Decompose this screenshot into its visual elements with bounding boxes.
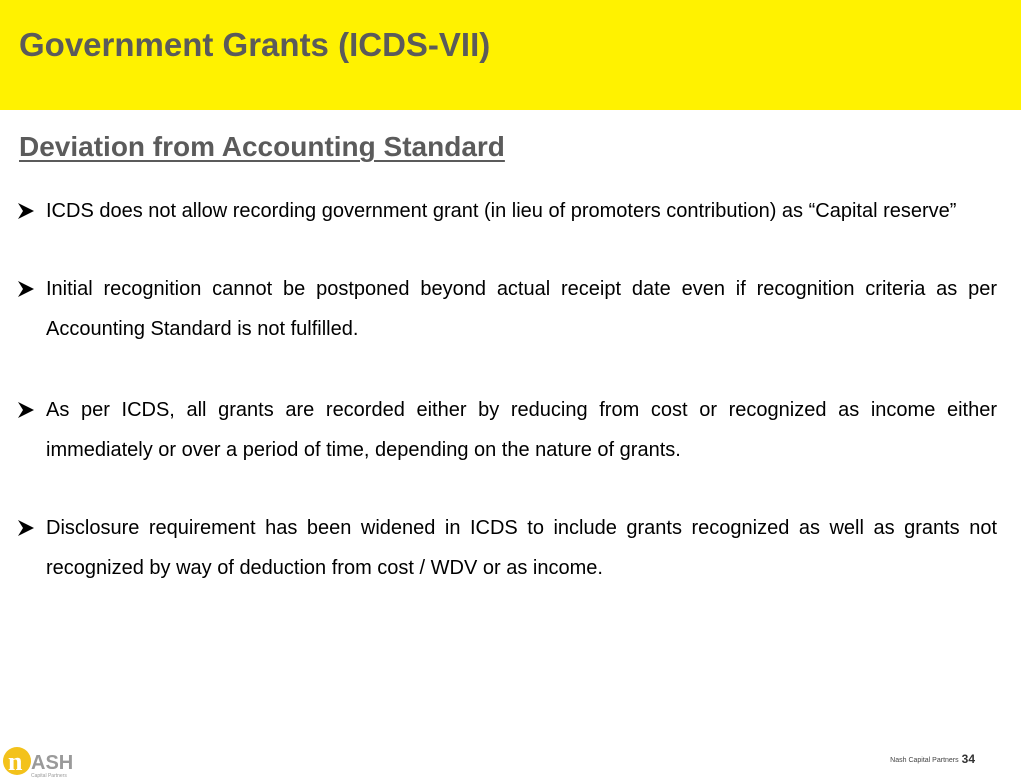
page-number: 34 <box>961 752 975 766</box>
bullet-text: ICDS does not allow recording government grant (in lieu of promoters contribution) as “Capital reserve” <box>46 200 957 222</box>
arrow-bullet-icon <box>17 191 39 231</box>
slide-title: Government Grants (ICDS-VII) <box>19 26 491 63</box>
arrow-bullet-icon <box>17 508 39 548</box>
bullet-item <box>17 191 997 231</box>
arrow-bullet-icon <box>17 390 39 430</box>
bullet-text: As per ICDS, all grants are recorded either by reducing from cost or recognized as income either immediately or over a period of time, depending on the nature of grants. <box>46 399 997 461</box>
bullet-text: Disclosure requirement has been widened in ICDS to include grants recognized as well as grants not recognized by way of deduction from cost / WDV or as income. <box>46 517 997 579</box>
svg-text:n: n <box>8 747 23 776</box>
footer-company: Nash Capital Partners <box>890 757 959 764</box>
header-band <box>0 0 1021 110</box>
bullet-item <box>17 269 997 349</box>
bullet-list <box>17 191 997 626</box>
svg-text:Capital Partners: Capital Partners <box>31 773 67 779</box>
bullet-item <box>17 508 997 588</box>
bullet-item <box>17 390 997 470</box>
arrow-bullet-icon <box>17 269 39 309</box>
nash-logo <box>2 741 86 779</box>
bullet-text: Initial recognition cannot be postponed beyond actual receipt date even if recognition criteria as per Accounting Standard is not fulfilled. <box>46 278 997 340</box>
section-heading: Deviation from Accounting Standard <box>19 131 505 162</box>
footer <box>890 752 975 766</box>
svg-text:ASH: ASH <box>31 752 74 774</box>
